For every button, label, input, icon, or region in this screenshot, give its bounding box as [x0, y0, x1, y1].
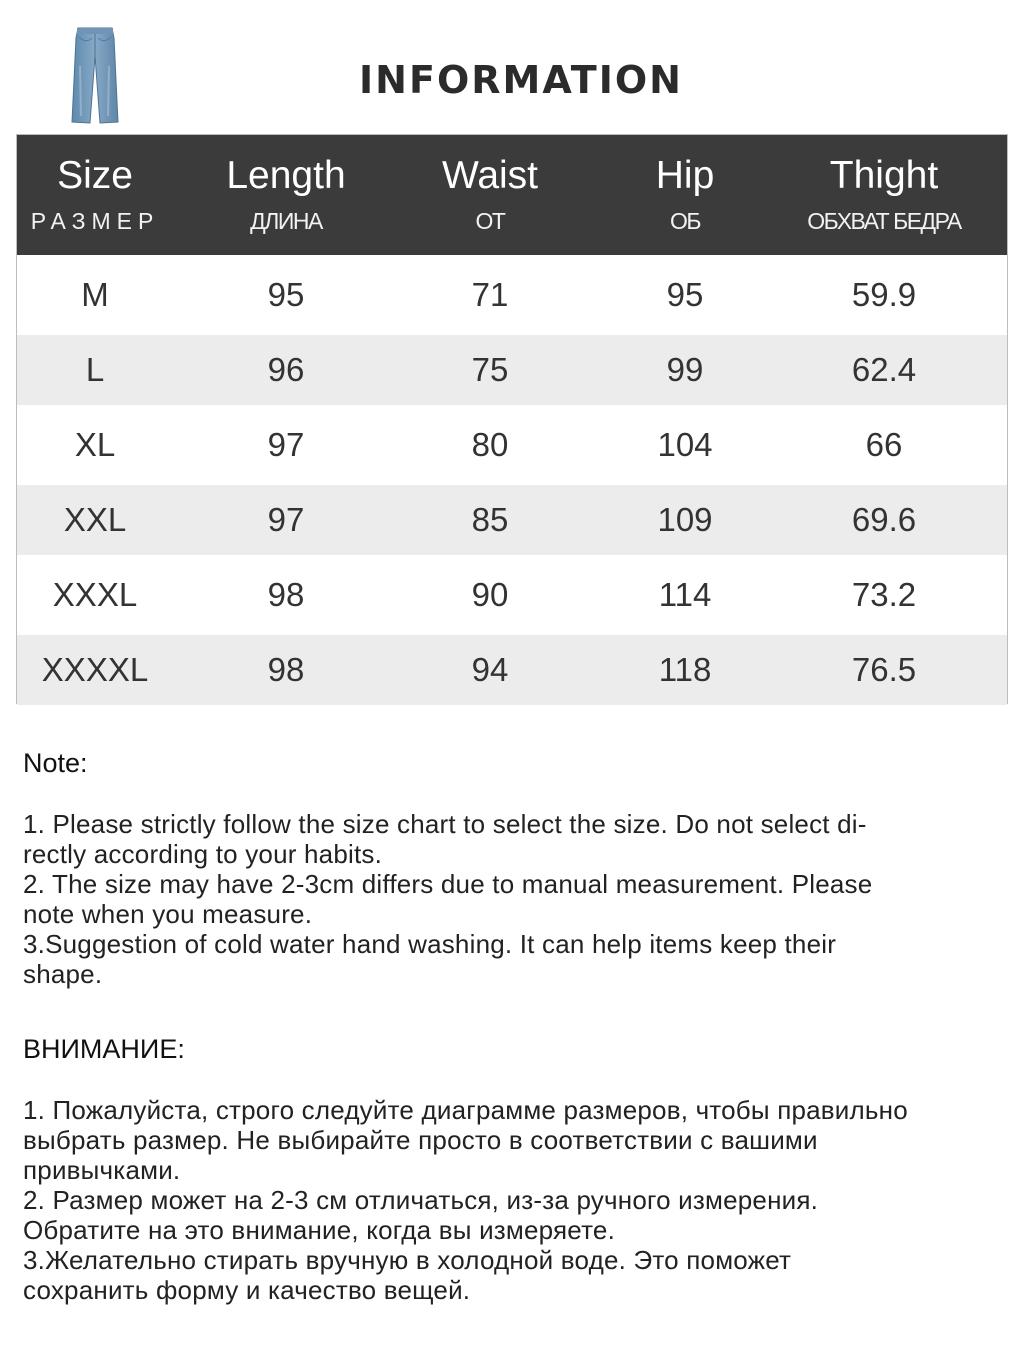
column-header-thigh [789, 135, 979, 255]
waist-cell: 85 [471, 501, 509, 538]
note-russian [23, 1036, 1003, 1305]
length-cell: 97 [267, 426, 305, 463]
waist-cell: 80 [471, 426, 509, 463]
column-sublabel: ОТ [475, 208, 505, 234]
thigh-cell: 69.6 [851, 501, 917, 538]
column-label: Waist [441, 154, 539, 197]
note-text: 1. Пожалуйста, строго следуйте диаграмме размеров, чтобы правильно выбрать размер. Не выбирайте просто в соответствии с вашими привычками. 2. Размер может на 2-3 см отличаться, из-за ручного измерения. Обратите на это внимание, когда вы измеряете. 3.Желательно стирать вручную в холодной воде. Это поможет сохранить форму и качество вещей. [23, 1095, 908, 1305]
size-chart-table [16, 134, 1008, 704]
table-row [17, 485, 1007, 555]
note-heading: ВНИМАНИЕ: [23, 1034, 185, 1064]
table-row [17, 255, 1007, 335]
waist-cell: 75 [471, 351, 509, 388]
table-row [17, 635, 1007, 705]
waist-cell: 71 [471, 276, 509, 313]
column-header-length [173, 135, 399, 255]
hip-cell: 95 [666, 276, 704, 313]
size-cell: XL [74, 426, 116, 463]
thigh-cell: 73.2 [851, 576, 917, 613]
hip-cell: 104 [657, 426, 713, 463]
size-cell: XXL [63, 501, 127, 538]
size-cell: L [85, 351, 105, 388]
column-label: Size [57, 154, 133, 197]
thigh-cell: 59.9 [851, 276, 917, 313]
page-title: INFORMATION [359, 58, 683, 102]
column-header-hip [581, 135, 789, 255]
length-cell: 97 [267, 501, 305, 538]
table-header [17, 135, 1007, 255]
column-header-waist [399, 135, 581, 255]
thigh-cell: 66 [865, 426, 903, 463]
length-cell: 98 [267, 576, 305, 613]
column-label: Hip [655, 154, 715, 197]
column-sublabel: ДЛИНА [250, 208, 322, 234]
length-cell: 95 [267, 276, 305, 313]
hip-cell: 99 [666, 351, 704, 388]
note-heading: Note: [23, 748, 88, 778]
waist-cell: 90 [471, 576, 509, 613]
length-cell: 96 [267, 351, 305, 388]
waist-cell: 94 [471, 651, 509, 688]
table-row [17, 335, 1007, 405]
hip-cell: 109 [657, 501, 713, 538]
length-cell: 98 [267, 651, 305, 688]
thigh-cell: 76.5 [851, 651, 917, 688]
note-english [23, 750, 1003, 989]
table-row [17, 405, 1007, 485]
column-header-size [17, 135, 173, 255]
column-sublabel: ОБ [670, 208, 700, 234]
hip-cell: 118 [658, 651, 712, 688]
column-sublabel: РАЗМЕР [30, 208, 160, 234]
thigh-cell: 62.4 [851, 351, 917, 388]
note-text: 1. Please strictly follow the size chart to select the size. Do not select di- rectly according to your habits. 2. The size may have 2-3cm differs due to manual measurement. Please note when you measure. 3.Suggestion of cold water hand washing. It can help items keep their shape. [23, 809, 873, 989]
size-cell: XXXXL [41, 651, 149, 688]
size-cell: M [81, 276, 109, 313]
hip-cell: 114 [658, 576, 712, 613]
column-sublabel: ОБХВАТ БЕДРА [807, 208, 961, 234]
column-label: Length [226, 154, 346, 197]
table-row [17, 555, 1007, 635]
column-label: Thight [829, 154, 939, 197]
size-cell: XXXL [52, 576, 138, 613]
